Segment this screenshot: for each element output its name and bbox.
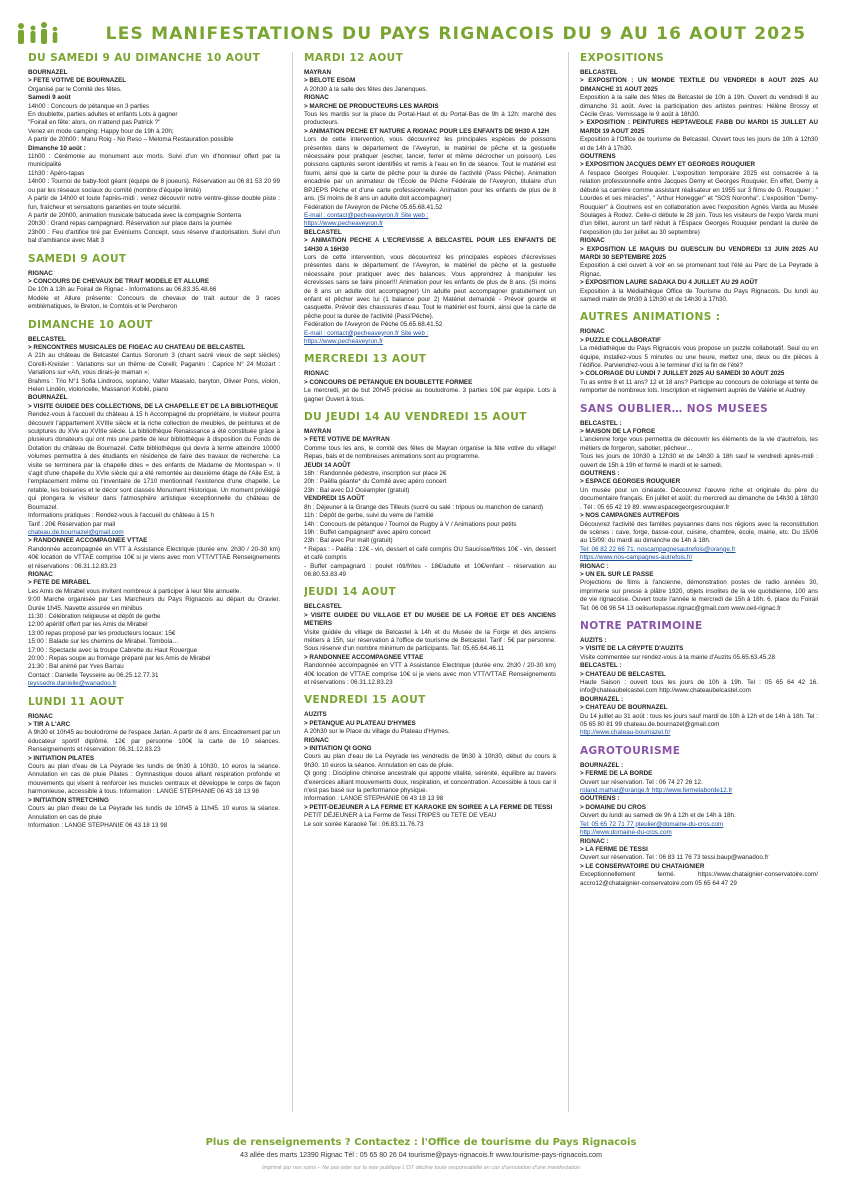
body-text: L'ancienne forge vous permettra de découvrir les éléments de la vie d'autrefois, les métiers de forgeron, sabotier, pêcheur…: [580, 436, 818, 452]
body-text: Visite guidée du village de Belcastel à 14h et du Musée de la Forge et des anciens métiers à 15h, sur réservation à l'office de tourisme de Belcastel. Tarif : 5€ par personne. Sous réserve d'un nombre minimum de participants. Tel: 05.65.64.46.11: [304, 628, 556, 653]
section-heading: DU SAMEDI 9 AU DIMANCHE 10 AOUT: [28, 52, 261, 64]
body-text: 11:30 : Célébration religieuse et dépôt de gerbe: [28, 612, 161, 620]
event-title: > COLORIAGE DU LUNDI 7 JUILLET 2025 AU SAMEDI 30 AOUT 2025: [580, 370, 785, 378]
body-text: En doublette, parties adultes et enfants Lots à gagner: [28, 111, 178, 119]
section-body: [580, 69, 818, 304]
body-text: Exposition à la Médiathèque Office de Tourisme du Pays Rignacois. Du lundi au samedi matin de 9h30 à 12h30 et de 14h30 à 17h30.: [580, 287, 818, 303]
event-title: > VISITE GUIDEE DU VILLAGE ET DU MUSEE DE LA FORGE ET DES ANCIENS METIERS: [304, 611, 556, 628]
body-text: A partir de 20h00 : Manu Roig - No Reso – Meloma Restauration possible: [28, 136, 234, 144]
place-name: RIGNAC: [28, 570, 53, 578]
body-text: Ouvert sur réservation. Tel : 06 83 11 76 73 tessi.baup@wanadoo.fr: [580, 854, 769, 862]
body-text: Randonnée accompagnée en VTT à Assistance Electrique (durée env. 2h30 / 20-30 km) 40€ location de VTTAE comprise 10€ si je viens avec mon VTT/VTTAE Renseignements et réservations : 06.31.12.83.23: [304, 662, 556, 686]
body-text: 19h : Buffet campagnard* avec apéro concert: [304, 528, 431, 536]
body-text: Exposition à la salle des fêtes de Belcastel de 10h à 19h. Ouvert du vendredi 8 au dimanche 31 août. Avec la participation des artistes peintres: Hélène Brossy et Cécile Gras. Vernissage le 9 août à 18h30.: [580, 94, 818, 119]
body-text: Du 14 juillet au 31 août : tous les jours sauf mardi de 10h à 12h et de 14h à 18h. Tel : 05 65 80 81 99 chateau.de.bournazel@gmail.com: [580, 712, 818, 729]
body-text: Les Amis de Mirabel vous invitent nombreux à participer à leur fête annuelle.: [28, 587, 242, 595]
body-text: A l'espace Georges Rouquier. L'exposition temporaire 2025 est consacrée à la relation professionnelle entre Jacques Demy et Georges Rouquier. En effet, Demy a débuté sa carrière comme assistant réalisateur en 1955 sur 3 films de G. Rouquier : " Lourdes et ses miracles", " Arthur Honegger" et "SOS Noronha". L'exposition "Demy-Rouquier" à Goutrens est en collaboration avec l'exposition Agnès Varda au Musée Soulages à Rodez. Celle-ci débute le 28 juin. Tous les visiteurs de l'expo Varda muni d'un billet, auront un tarif réduit à l'Espace Georges Rouquier pendant la durée de l'exposition (du 1er juillet au 30 septembre): [580, 169, 818, 236]
body-text: 21:30 : Bal animé par Yves Barrau: [28, 663, 124, 671]
section-heading: VENDREDI 15 AOUT: [304, 694, 426, 707]
column-2: [304, 52, 556, 1122]
event-title: > DOMAINE DU CROS: [580, 803, 646, 811]
contact-link[interactable]: http://www.chateau-bournazel.fr/: [580, 729, 671, 737]
section-heading: SAMEDI 9 AOUT: [28, 252, 127, 265]
body-text: Tous les jours de 10h30 à 12h30 et de 14h30 à 18h sauf le vendredi après-midi : ouvert de 15h à 19h et fermé le mardi et le samedi.: [580, 453, 818, 469]
body-text: 23h : Bal avec Pur malt (gratuit): [304, 537, 393, 545]
body-text: Découvrez l'activité des familles paysannes dans nos régions avec la reconstitution de scènes : cave, forge, basse-cour, cuisine, chambre, école, mairie, etc. Du 15/06 au 15/09: du mardi au dimanche de 14h à 18h.: [580, 520, 818, 545]
section-body: [28, 270, 280, 312]
body-text: Le soir soirée Karaoké Tel : 06.83.11.76.73: [304, 820, 424, 828]
body-text: 8h : Déjeuner à la Grange des Tilleuls (sucré ou salé : tripous ou manchon de canard): [304, 503, 544, 511]
body-text: A 9h30 et 10h45 au boulodrome de l'espace Jarlan. A partir de 8 ans. Encadrement par un éducateur sportif diplômé. 12€ par personne 100€ la carte de 10 séances. Renseignements et réservation: 06.31.12.83.23: [28, 729, 280, 754]
contact-link[interactable]: https://www.pecheaveyron.fr: [304, 220, 384, 228]
column-divider: [568, 52, 569, 1112]
body-text: Haute Saison : ouvert tous les jours de 10h à 19h. Tel : 05 65 64 42 16. info@chateaubelcastel.com http://www.chateaubelcastel.com: [580, 679, 818, 695]
place-name: BELCASTEL: [580, 69, 618, 76]
place-name: RIGNAC: [28, 269, 53, 277]
body-text: La médiathèque du Pays Rignacois vous propose un puzzle collaboratif. Seul ou en équipe, installez-vous 5 minutes ou une heure, mettez une, deux ou dix pièces à l'édifice. Parviendrez-vous à le terminer d'ici la fin de l'été?: [580, 345, 818, 369]
body-text: 20h30 : Grand repas campagnard. Réservation sur place dans la journée: [28, 220, 232, 228]
body-text: Projections de films à l'ancienne, démonstration postes de radio années 30, imprimerie sur presse à plâtre 1920, objets insolites de la vie quotidienne, 100 ans de vie rignacoise. Ouvert toute l'année le mercredi de 15h à 18h. 6, place du Foirail Tel: 06 08 96 54 13 oeilsurlepasse.rignac@gmail.com www.oeil-rignac.fr: [580, 579, 818, 612]
body-text: Tarif : 20€ Réservation par mail: [28, 520, 116, 528]
body-text: 11h00 : Cérémonie au monument aux morts. Suivi d'un vin d'honneur offert par la municipalité: [28, 153, 280, 169]
body-text: 15:00 : Balade sur les chemins de Mirabel. Tombola…: [28, 638, 179, 646]
body-text: "Foirail en fête: alors, on n'attend pas Patrick ?": [28, 119, 161, 127]
body-text: Lors de cette intervention, vous découvrirez les principales espèces de poissons présentes dans le département de l'Aveyron, le matériel de pêche et la gestuelle nécessaire pour pratiquer (escher, lancer, ferrer et même décrocher un poisson). Les poissons capturés seront identifiés et remis à l'eau en fin de séance. Tout le matériel est fourni, ainsi que la carte de pêche pour la durée de l'activité (Pass Pêche). Animation encadrée par un animateur de l'École de Pêche Fédérale de l'Aveyron, titulaire d'un BPJEPS Pêche et d'une carte professionnelle. Animation pour les enfants de plus de 8 ans. (Si moins de 8 ans un adulte doit accompagner): [304, 136, 556, 203]
body-text: Exposition à ciel ouvert à voir en se promenant tout l'été au Parc de La Peyrade à Rignac.: [580, 262, 818, 278]
body-text: 23h : Bal avec DJ Océampler (gratuit): [304, 486, 410, 494]
event-title: > TIR A L'ARC: [28, 721, 71, 729]
place-name: AUZITS: [304, 711, 327, 719]
section-body: [304, 69, 556, 346]
body-text: Ouvert sur réservation. Tel : 06 74 27 26 12.: [580, 778, 703, 786]
body-text: Cours au plan d'eau de La Peyrade les lundis de 9h30 à 10h30. 10 euros la séance. Annulation en cas de pluie Pilates : Gymnastique douce alliant respiration profonde et mouvements qui visent à renforcer les muscles centraux et développe le corps de façon harmonieuse, accessible à tous. Information : LANGE STEPHANIE 06 43 18 13 98: [28, 763, 280, 796]
body-text: Randonnée accompagnée en VTT à Assistance Electrique (durée env. 2h30 / 20-30 km) 40€ location de VTTAE comprise 10€ si je viens avec mon VTT/VTTAE Renseignements et réservations : 06.31.12.83.23: [28, 545, 280, 570]
event-title: > INITIATION PILATES: [28, 754, 95, 762]
place-name: RIGNAC: [304, 370, 329, 378]
event-title: > BELOTE ESGM: [304, 77, 356, 85]
body-text: - Buffet campagnard : poulet rôti/frites - 18€/adulte et 10€/enfant - réservation au 06.80.53.83.49: [304, 562, 556, 578]
event-title: > LA FERME DE TESSI: [580, 845, 648, 853]
body-text: 12:00 apéritif offert par les Amis de Mirabel: [28, 621, 148, 629]
event-title: > FETE VOTIVE DE BOURNAZEL: [28, 77, 127, 85]
place-name: GOUTRENS: [580, 153, 616, 161]
place-name: RIGNAC: [580, 237, 605, 245]
place-name: AUZITS :: [580, 636, 607, 644]
section-body: [28, 336, 280, 689]
section-heading: MERCREDI 13 AOUT: [304, 353, 427, 366]
place-name: BELCASTEL: [28, 335, 66, 343]
body-text: Visite commentée sur rendez-vous à la mairie d'Auzits 05.65.63.45.28: [580, 653, 775, 661]
section-heading: NOTRE PATRIMOINE: [580, 619, 703, 632]
contact-link[interactable]: roland.mathat@orange.fr http://www.fermelaborde12.fr: [580, 787, 733, 795]
place-name: RIGNAC: [304, 94, 329, 102]
section-heading: EXPOSITIONS: [580, 52, 665, 64]
day-label: JEUDI 14 AOÛT: [304, 461, 351, 469]
body-text: Fédération de l'Aveyron de Pêche 05.65.68.41.52: [304, 203, 443, 211]
body-text: Lors de cette intervention, vous découvrirez les principales espèces d'écrevisses présentes dans le département de l'Aveyron, le matériel de pêche et la gestuelle nécessaire pour pratiquer avec des balances. Vous apprendrez à manipuler les écrevisses sans se faire pincer!!! Animation pour les enfants de plus de 8 ans. (Si moins de 8 ans un adulte doit accompagner) Un adulte peut accompagner gratuitement un enfant et pêcher avec lui (1 balance pour 2) Matériel demandé - Prévoir gourde et casquette. Prévoir des chaussures d'eau. Tout le matériel est fourni, ainsi que la carte de pêche pour la durée de l'activité (Pass'Pêche).: [304, 253, 556, 320]
body-text: A 20h30 à la salle des fêtes des Janenques.: [304, 85, 428, 93]
place-name: BELCASTEL: [304, 603, 342, 611]
contact-link[interactable]: chateau.de.bournazel@gmail.com: [28, 528, 124, 536]
place-name: BOURNAZEL: [28, 394, 68, 402]
event-title: > RANDONNEE ACCOMPAGNEE VTTAE: [28, 537, 148, 545]
contact-link[interactable]: E-mail : contact@pecheaveyron.fr Site web :: [304, 329, 429, 337]
section-heading: LUNDI 11 AOUT: [28, 695, 125, 708]
footer-address: 43 allée des marts 12390 Rignac Tél : 05 65 80 26 04 tourisme@pays-rignacois.fr www.tourisme-pays-rignacois.com: [240, 1152, 602, 1159]
place-name: BELCASTEL: [304, 228, 342, 236]
body-text: A 20h30 sur le Place du village du Plateau d'Hymes.: [304, 728, 450, 736]
body-text: A partir de 20h00, animation musicale batucada avec la compagnie Sonterra: [28, 211, 242, 219]
event-title: > EXPOSITION : UN MONDE TEXTILE DU VENDREDI 8 AOUT 2025 AU DIMANCHE 31 AOUT 2025: [580, 77, 818, 93]
body-text: Organisé par le Comité des fêtes.: [28, 85, 122, 93]
event-title: > PETANQUE AU PLATEAU D'HYMES: [304, 719, 416, 727]
contact-link[interactable]: Tel: 05 65 72 71 77 pteulier@domaine-du-cros.com: [580, 820, 724, 828]
column-3: [580, 52, 818, 1122]
body-text: Cours au plan d'eau de La Peyrade les vendredis de 9h30 à 10h30, début du cours à 9h30. 10 euros la séance. Annulation en cas de pluie.: [304, 753, 556, 769]
body-text: Qi gong : Discipline chinoise ancestrale qui apporte vitalité, sérénité, équilibre au travers d'exercices alliant mouvements doux, respiration, et concentration. Accessible à tous car il n'est pas basé sur la performance physique.: [304, 770, 556, 795]
event-title: > NOS CAMPAGNES AUTREFOIS: [580, 512, 680, 520]
body-text: Exposition à l'Office de tourisme de Belcastel. Ouvert tous les jours de 10h à 12h30 et de 14h à 17h30.: [580, 136, 818, 152]
body-text: A partir de 14h00 et toute l'après-midi : venez découvrir notre ventre-glisse double piste : fun, fraîcheur et sensations garanties en toute sécurité.: [28, 195, 280, 211]
event-title: > RENCONTRES MUSICALES DE FIGEAC AU CHATEAU DE BELCASTEL: [28, 343, 246, 351]
body-text: Information : LANGE STEPHANIE 06 43 18 13 98: [28, 821, 168, 829]
section-heading: JEUDI 14 AOUT: [304, 586, 397, 599]
event-title: > EXPOSITION JACQUES DEMY ET GEORGES ROUQUIER: [580, 161, 756, 169]
body-text: Exceptionnellement fermé. https://www.chataignier-conservatoire.com/ accro12@chataignier-conservatoire.com 05 65 64 47 29: [580, 871, 818, 887]
event-title: > RANDONNEE ACCOMPAGNEE VTTAE: [304, 653, 424, 661]
place-name: RIGNAC: [580, 328, 605, 336]
contact-link[interactable]: http://www.domaine-du-cros.com: [580, 829, 672, 837]
body-text: Ouvert du lundi au samedi de 9h à 12h et de 14h à 18h.: [580, 812, 736, 820]
day-label: VENDREDI 15 AOÛT: [304, 495, 365, 503]
event-title: > ANIMATION PECHE A L'ECREVISSE A BELCASTEL POUR LES ENFANTS DE 14H30 A 16H30: [304, 237, 556, 253]
place-name: MAYRAN: [304, 428, 332, 436]
place-name: BOURNAZEL :: [580, 695, 624, 703]
contact-link[interactable]: Tel: 06 82 22 66 71. noscampagnesautrefois@orange.fr: [580, 545, 736, 553]
event-title: > EXPOSITION : PEINTURES HEPTAVEOLE FABB DU MARDI 15 JUILLET AU MARDI 19 AOUT 2025: [580, 119, 818, 135]
body-text: Informations pratiques : Rendez-vous à l'accueil du château à 15 h: [28, 512, 215, 520]
contact-link[interactable]: https://www.nos-campagnes-autrefois.fr/: [580, 554, 693, 562]
section-body: [580, 762, 818, 888]
body-text: Information : LANGE STEPHANIE 06 43 18 13 98: [304, 795, 444, 803]
place-name: RIGNAC :: [580, 562, 609, 570]
body-text: Tu as entre 8 et 11 ans? 12 et 18 ans? Participe au concours de coloriage et tente de remporter de nombreux lots. Inscription et règlement auprès de Valérie et Audrey: [580, 378, 818, 395]
page-title: LES MANIFESTATIONS DU PAYS RIGNACOIS DU 9 AU 16 AOUT 2025: [105, 24, 807, 44]
section-body: [28, 69, 280, 246]
body-text: Un musée pour un cinéaste. Découvrez l'œuvre riche et originale du père du documentaire français. En juillet et août: du mercredi au dimanche de 14h30 à 18h30 . Tél : 05 65 42 19 89. www.espacegeorgesrouquier.fr: [580, 486, 818, 511]
body-text: Brahms : Trio N°1 Sofia Lindroos, soprano, Valter Maasalo, baryton, Olivier Pons, violon, Helen Lindén, violoncelle, Massanori Kobiki, piano: [28, 377, 280, 393]
place-name: RIGNAC: [304, 736, 329, 744]
section-heading: AUTRES ANIMATIONS :: [580, 311, 721, 324]
section-heading: MARDI 12 AOUT: [304, 52, 404, 64]
body-text: 14h00 : Tournoi de baby-foot géant (équipe de 8 joueurs). Réservation au 06 81 53 20 99 ou par les réseaux sociaux du comité (nombre d'équipe limité): [28, 178, 280, 194]
body-text: Rendez-vous à l'accueil du château à 15 h Accompagné du propriétaire, le visiteur pourra découvrir l'appartement XVIIIe siècle et la riche collection de meubles, de peintures et de sculptures du XVe au XVIIIe siècle. La bibliothèque Renaissance a été constituée grâce à plusieurs donateurs qui ont mis une partie de leur bibliothèque à disposition du Fonds de Dotation du château de Bournazel. Cette bibliothèque qui devra à terme atteindre 10000 volumes permettra à des étudiants en résidence de faire des travaux de recherche. La visite se terminera par la chapelle dites « des enfants de Madame de Montespan ». Il s'agit d'une chapelle du XVIe siècle qui a été remontée au deuxième étage de l'Aile Est, à l'emplacement même où l'inventaire de 1710 mentionnait l'existence d'une chapelle. Le retable, les boiseries et le décor sont classés Monument Historique. Un moment privilégié qui plongera le visiteur dans l'atmosphère artistique exceptionnelle du château de Bournazel.: [28, 411, 280, 511]
place-name: BOURNAZEL: [28, 69, 68, 76]
body-text: 14h : Concours de pétanque / Tournoi de Rugby à V / Animations pour petits: [304, 520, 517, 528]
event-title: > INITIATION STRETCHING: [28, 796, 109, 804]
section-body: [580, 328, 818, 395]
body-text: Contact : Danielle Teysseire au 06.25.12.77.31: [28, 671, 159, 679]
body-text: 11h : Dépôt de gerbe, suivi du verre de l'amitié: [304, 512, 434, 520]
body-text: 9:00 Marche organisée par Les Marcheurs du Pays Rignacois au départ du Gravier. Durée 1h45. Navette assurée en minibus: [28, 596, 280, 612]
event-title: > MAISON DE LA FORGE: [580, 428, 656, 436]
contact-link[interactable]: E-mail : contact@pecheaveyron.fr Site web :: [304, 211, 429, 219]
event-title: > MARCHE DE PRODUCTEURS LES MARDIS: [304, 102, 439, 110]
body-text: Comme tous les ans, le comité des fêtes de Mayran organise la fête votive du village! Repas, bals et de nombreuses animations sont au programme.: [304, 444, 556, 461]
section-heading: DIMANCHE 10 AOUT: [28, 318, 153, 331]
event-title: > LE CONSERVATOIRE DU CHATAIGNIER: [580, 862, 705, 870]
body-text: Fédération de l'Aveyron de Pêche 05.65.68.41.52: [304, 321, 443, 329]
column-divider: [292, 52, 293, 1112]
event-title: > ESPACE GEORGES ROUQUIER: [580, 478, 681, 486]
event-title: > PUZZLE COLLABORATIF: [580, 336, 661, 344]
event-title: > CONCOURS DE CHEVAUX DE TRAIT MODELE ET ALLURE: [28, 277, 210, 285]
footer-contact-title: Plus de renseignements ? Contactez : l'Office de tourisme du Pays Rignacois: [205, 1137, 637, 1148]
event-title: > CHATEAU DE BOURNAZEL: [580, 704, 668, 712]
event-title: > EXPOSITION LE MAQUIS DU GUESCLIN DU VENDREDI 13 JUIN 2025 AU MARDI 30 SEPTEMBRE 2025: [580, 245, 818, 261]
event-title: > FETE DE MIRABEL: [28, 579, 91, 587]
event-title: > UN EIL SUR LE PASSE: [580, 570, 654, 578]
event-title: > CHATEAU DE BELCASTEL: [580, 670, 666, 678]
event-title: > VISITE DE LA CRYPTE D'AUZITS: [580, 645, 684, 653]
body-text: * Repas : - Paëlla : 12€ - vin, dessert et café compris OU Saucisse/frites 10€ - vin, dessert et café compris: [304, 545, 556, 562]
section-heading: AGROTOURISME: [580, 744, 681, 757]
place-name: BELCASTEL :: [580, 419, 622, 427]
section-body: [28, 713, 280, 831]
section-body: [580, 637, 818, 738]
event-title: > FETE VOTIVE DE MAYRAN: [304, 436, 390, 444]
event-title: > FERME DE LA BORDE: [580, 770, 653, 778]
event-title: > EXPOSITION LAURE SADAKA DU 4 JUILLET AU 29 AOÛT: [580, 279, 758, 287]
body-text: 20:00 : Repas soupe au fromage préparé par les Amis de Mirabel: [28, 655, 211, 662]
day-label: Samedi 9 août: [28, 94, 71, 102]
column-1: [28, 52, 280, 1122]
body-text: PETIT DÉJEUNER à La Ferme de Tessi TRIPES ou TETE DE VEAU: [304, 812, 497, 820]
footer-disclaimer: Imprimé par nos soins – Ne pas jeter sur la voie publique L'OT décline toute responsabilité en cas d'annulation d'une manifestation: [261, 1165, 581, 1171]
body-text: Le mercredi, jet de but 20h45 précise au boulodrome. 3 parties 10€ par équipe. Lots à gagner Ouvert à tous.: [304, 387, 556, 403]
place-name: BELCASTEL :: [580, 662, 622, 670]
body-text: Cours au plan d'eau de La Peyrade les lundis de 10h45 à 11h45. 10 euros la séance. Annulation en cas de pluie: [28, 805, 280, 821]
body-text: 13:00 repas proposé par les producteurs locaux: 15€: [28, 629, 176, 637]
section-body: [304, 428, 556, 579]
place-name: RIGNAC: [28, 712, 53, 720]
body-text: 11h30 : Apéro-tapas: [28, 169, 85, 177]
section-body: [304, 603, 556, 687]
place-name: BOURNAZEL :: [580, 761, 624, 769]
event-title: > VISITE GUIDEE DES COLLECTIONS, DE LA CHAPELLE ET DE LA BIBLIOTHEQUE: [28, 402, 279, 410]
event-title: > INITIATION QI GONG: [304, 745, 372, 753]
body-text: A 21h au château de Belcastel Cantus Sororum 3 (chant sacré vieux de sept siècles) Corelli-Kreisler : Variations sur un thème de Corelli; Paganini : Caprice N° 24 Mozart : Variations sur «Ah, vous dirais-je maman »;: [28, 352, 280, 377]
body-text: Modèle et Allure présente: Concours de chevaux de trait autour de 3 races emblématiques, le Breton, le Comtois et le Percheron: [28, 294, 280, 311]
contact-link[interactable]: teyssedre.danielle@wanadoo.fr: [28, 680, 117, 688]
place-name: MAYRAN: [304, 69, 332, 76]
section-body: [304, 711, 556, 829]
body-text: Venez en mode camping: Happy hour de 19h à 20h;: [28, 127, 174, 135]
place-name: RIGNAC :: [580, 837, 609, 845]
section-body: [580, 420, 818, 613]
section-heading: DU JEUDI 14 AU VENDREDI 15 AOUT: [304, 411, 527, 424]
event-title: > ANIMATION PECHE ET NATURE A RIGNAC POUR LES ENFANTS DE 9H30 A 12H: [304, 127, 550, 135]
place-name: GOUTRENS :: [580, 470, 620, 478]
family-logo-icon: [14, 20, 64, 50]
body-text: 14h00 : Concours de pétanque en 3 parties: [28, 102, 150, 110]
body-text: 20h : Paëlla géante* du Comité avec apéro concert: [304, 478, 447, 486]
section-body: [304, 370, 556, 404]
body-text: 23h00 : Feu d'artifice tiré par Evéniums Concept, sous réserve d'autorisation. Suivi d'un bal d'ambiance avec Malt 3: [28, 228, 280, 245]
event-title: > CONCOURS DE PETANQUE EN DOUBLETTE FORMEE: [304, 378, 473, 386]
body-text: De 10h à 13h au Foirail de Rignac - Informations au 06.83.35.48.66: [28, 286, 217, 294]
body-text: 17:00 : Spectacle avec la troupe Cabrette du Haut Rouergue: [28, 646, 198, 654]
body-text: Tous les mardis sur la place du Portal-Haut et du Portal-Bas de 9h à 12h: marché des producteurs.: [304, 111, 556, 127]
contact-link[interactable]: https://www.pecheaveyron.fr: [304, 338, 384, 345]
day-label: Dimanche 10 août :: [28, 144, 86, 152]
section-heading: SANS OUBLIER… NOS MUSEES: [580, 402, 769, 415]
event-title: > PETIT-DEJEUNER A LA FERME ET KARAOKE EN SOIREE A LA FERME DE TESSI: [304, 803, 553, 811]
body-text: 18h : Randonnée pédestre, inscription sur place 2€: [304, 470, 447, 478]
place-name: GOUTRENS :: [580, 795, 620, 803]
